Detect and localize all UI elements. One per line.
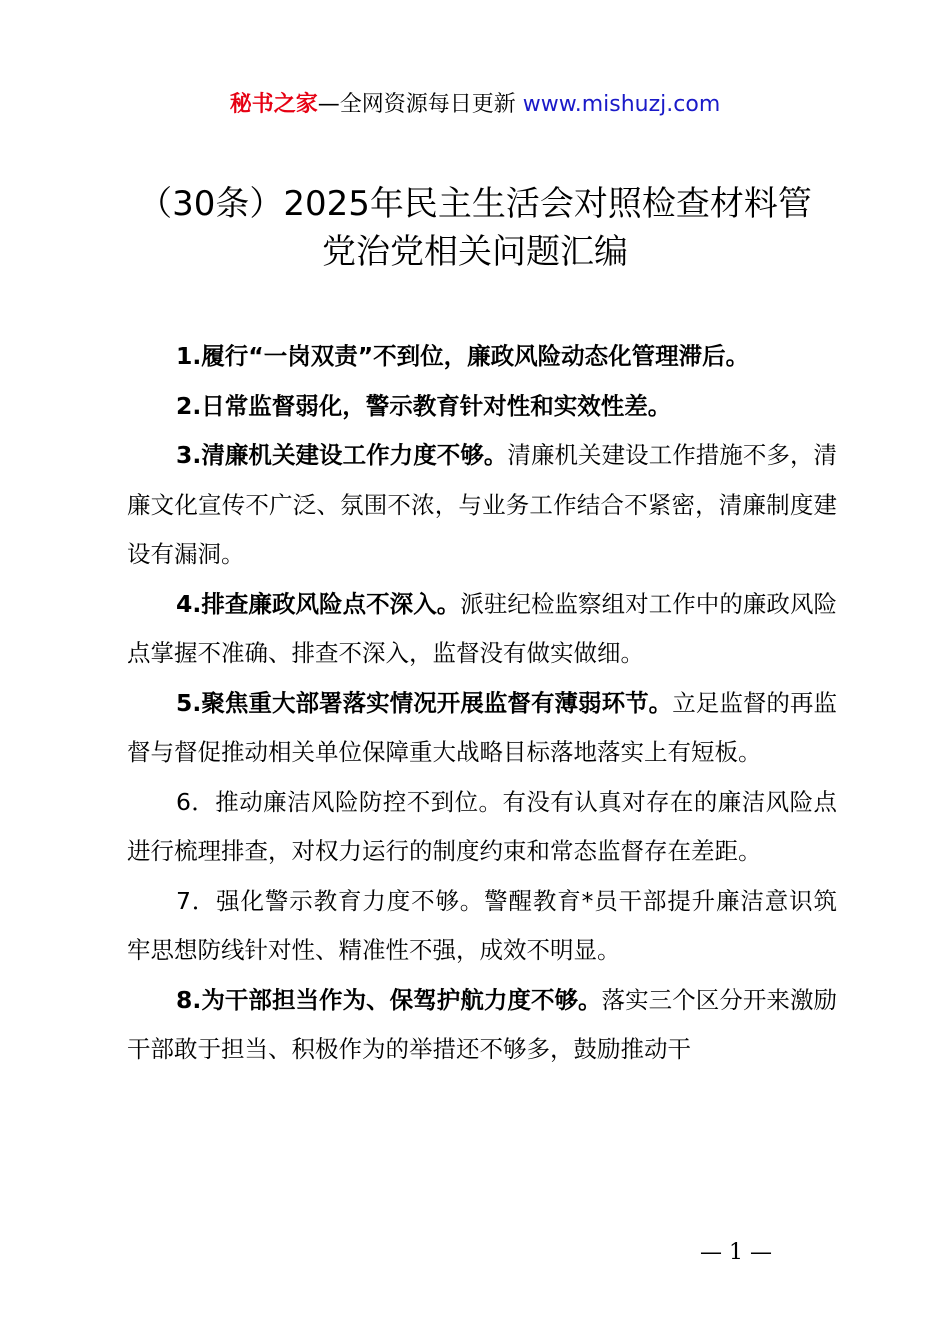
item-heading: 8.为干部担当作为、保驾护航力度不够。	[176, 985, 602, 1014]
item-text: 6．推动廉洁风险防控不到位。有没有认真对存在的廉洁风险点进行梳理排查，对权力运行的制度约束和常态监督存在差距。	[127, 787, 837, 865]
title-line-2: 党治党相关问题汇编	[322, 232, 628, 272]
site-banner	[0, 88, 950, 122]
brand-name: 秘书之家	[229, 92, 318, 117]
list-item	[127, 877, 837, 976]
list-item	[127, 679, 837, 778]
list-item	[127, 976, 837, 1075]
document-title	[80, 180, 870, 276]
list-item	[127, 778, 837, 877]
item-heading: 3.清廉机关建设工作力度不够。	[176, 441, 508, 469]
site-url-link[interactable]: www.mishuzj.com	[522, 92, 721, 117]
list-item	[127, 382, 837, 432]
item-text: 7．强化警示教育力度不够。警醒教育*员干部提升廉洁意识筑牢思想防线针对性、精准性不强，成效不明显。	[127, 886, 837, 964]
item-text: 派驻纪检监察组对工作中的廉政风险点掌握不准确、排查不深入，监督没有做实做细。	[127, 589, 838, 667]
item-text: 立足监督的再监督与督促推动相关单位保障重大战略目标落地落实上有短板。	[127, 688, 838, 766]
title-line-1: （30条）2025年民主生活会对照检查材料管	[138, 184, 812, 224]
list-item	[127, 580, 837, 679]
item-text: 清廉机关建设工作措施不多，清廉文化宣传不广泛、氛围不浓，与业务工作结合不紧密，清廉制度建设有漏洞。	[127, 441, 838, 568]
page-number: — 1 —	[700, 1240, 772, 1265]
item-heading: 1.履行“一岗双责”不到位，廉政风险动态化管理滞后。	[176, 342, 750, 370]
item-heading: 2.日常监督弱化，警示教育针对性和实效性差。	[176, 391, 672, 420]
item-heading: 4.排查廉政风险点不深入。	[176, 589, 461, 618]
banner-slogan: —全网资源每日更新	[317, 92, 516, 117]
item-heading: 5.聚焦重大部署落实情况开展监督有薄弱环节。	[176, 688, 673, 717]
item-text: 落实三个区分开来激励干部敢于担当、积极作为的举措还不够多，鼓励推动干	[127, 985, 837, 1063]
list-item	[127, 431, 837, 580]
list-item	[127, 332, 837, 382]
document-body	[127, 332, 837, 1075]
